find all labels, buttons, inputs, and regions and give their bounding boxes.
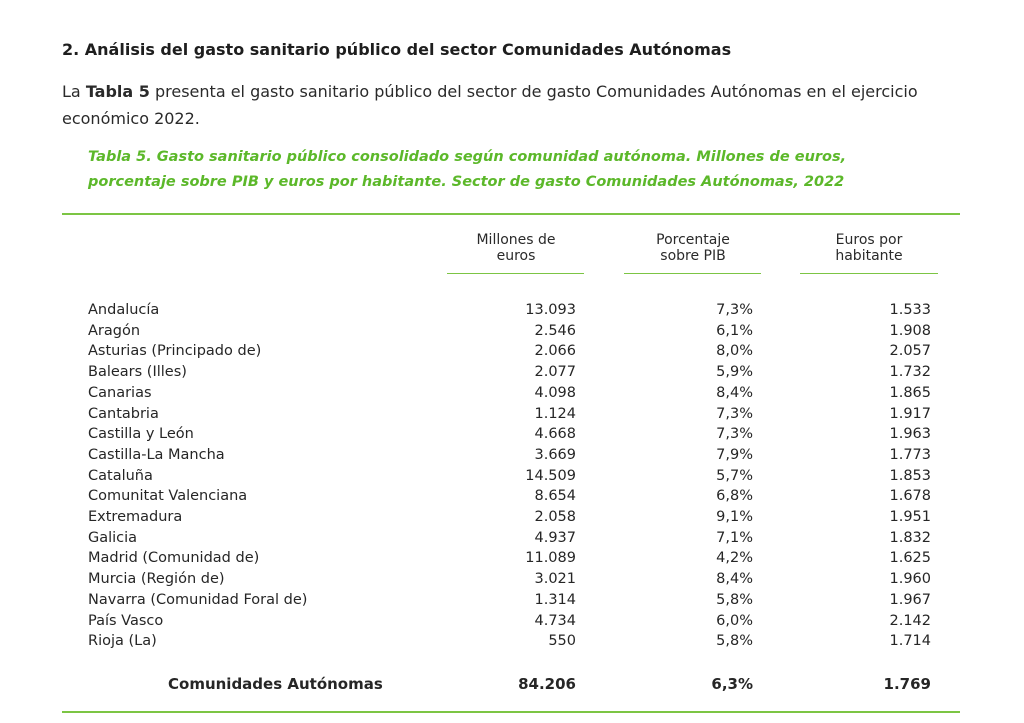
porcentaje-pib-value: 8,4%: [716, 384, 753, 401]
millones-euros-value: 8.654: [534, 488, 576, 505]
table-row: [0, 341, 1024, 362]
millones-euros-value: 1.314: [534, 591, 576, 608]
porcentaje-pib-value: 5,8%: [716, 591, 753, 608]
porcentaje-pib-value: 6,1%: [716, 322, 753, 339]
table-total-row: [0, 674, 1024, 695]
euros-habitante-value: 1.960: [889, 571, 931, 588]
table-row: [0, 404, 1024, 425]
porcentaje-pib-value: 8,0%: [716, 343, 753, 360]
column-header-line: euros: [496, 248, 536, 264]
region-name: Asturias (Principado de): [88, 343, 262, 360]
euros-habitante-value: 1.732: [889, 364, 931, 381]
millones-euros-value: 13.093: [525, 302, 576, 318]
region-name: Navarra (Comunidad Foral de): [88, 591, 308, 608]
porcentaje-pib-value: 5,9%: [716, 364, 753, 381]
region-name: Comunitat Valenciana: [88, 488, 248, 505]
table-row: [0, 507, 1024, 528]
column-header-line: Euros por: [835, 232, 903, 248]
region-name: Andalucía: [88, 302, 160, 318]
region-name: Galicia: [88, 529, 138, 546]
intro-table-ref: Tabla 5: [85, 82, 150, 101]
intro-prefix: La: [62, 82, 86, 101]
region-name: Balears (Illes): [88, 364, 187, 381]
millones-euros-value: 4.937: [534, 529, 576, 546]
caption-line-1: Tabla 5. Gasto sanitario público consolidado según comunidad autónoma. Millones de euros,: [88, 149, 847, 165]
porcentaje-pib-value: 5,7%: [716, 467, 753, 484]
region-name: Castilla y León: [88, 426, 194, 443]
table-row: [0, 466, 1024, 487]
euros-habitante-value: 1.908: [889, 322, 931, 339]
table-row: [0, 383, 1024, 404]
millones-euros-value: 4.668: [534, 426, 576, 443]
euros-habitante-value: 1.832: [889, 529, 931, 546]
column-underline: [800, 273, 938, 274]
euros-habitante-value: 1.917: [889, 405, 931, 422]
porcentaje-pib-value: 8,4%: [716, 571, 753, 588]
region-name: Extremadura: [88, 509, 183, 525]
porcentaje-pib-value: 6,8%: [716, 488, 753, 505]
table-row: [0, 300, 1024, 321]
total-pct-pib: 6,3%: [711, 675, 753, 693]
total-millones: 84.206: [518, 675, 576, 693]
euros-habitante-value: 2.057: [889, 343, 931, 360]
table-caption: [88, 145, 968, 195]
region-name: Castilla-La Mancha: [88, 446, 225, 463]
porcentaje-pib-value: 9,1%: [716, 509, 753, 525]
millones-euros-value: 2.077: [534, 364, 576, 381]
millones-euros-value: 1.124: [534, 405, 576, 422]
table-top-rule: [62, 213, 960, 215]
millones-euros-value: 550: [548, 633, 576, 650]
region-name: Cantabria: [88, 405, 159, 422]
column-header-porcentaje: [618, 232, 768, 264]
caption-line-2: porcentaje sobre PIB y euros por habitante. Sector de gasto Comunidades Autónomas, 2022: [88, 174, 845, 190]
euros-habitante-value: 1.714: [889, 633, 931, 650]
millones-euros-value: 3.021: [534, 571, 576, 588]
millones-euros-value: 2.066: [534, 343, 576, 360]
porcentaje-pib-value: 4,2%: [716, 550, 753, 567]
millones-euros-value: 11.089: [525, 550, 576, 567]
porcentaje-pib-value: 5,8%: [716, 633, 753, 650]
region-name: Aragón: [88, 322, 141, 339]
porcentaje-pib-value: 7,3%: [716, 302, 753, 318]
porcentaje-pib-value: 7,3%: [716, 405, 753, 422]
millones-euros-value: 4.098: [534, 384, 576, 401]
porcentaje-pib-value: 7,1%: [716, 529, 753, 546]
column-header-euros: [794, 232, 944, 264]
table-row: [0, 548, 1024, 569]
total-euros-hab: 1.769: [883, 675, 931, 693]
euros-habitante-value: 1.853: [889, 467, 931, 484]
table-row: [0, 590, 1024, 611]
euros-habitante-value: 2.142: [889, 612, 931, 629]
column-header-line: Porcentaje: [656, 232, 730, 248]
table-row: [0, 631, 1024, 652]
millones-euros-value: 2.058: [534, 509, 576, 525]
millones-euros-value: 14.509: [525, 467, 576, 484]
column-header-millones: [441, 232, 591, 264]
porcentaje-pib-value: 7,3%: [716, 426, 753, 443]
millones-euros-value: 2.546: [534, 322, 576, 339]
total-name: Comunidades Autónomas: [168, 675, 383, 693]
euros-habitante-value: 1.678: [889, 488, 931, 505]
region-name: Canarias: [88, 384, 152, 401]
region-name: País Vasco: [88, 612, 164, 629]
euros-habitante-value: 1.625: [889, 550, 931, 567]
euros-habitante-value: 1.951: [889, 509, 931, 525]
section-heading: 2. Análisis del gasto sanitario público del sector Comunidades Autónomas: [62, 40, 732, 59]
table-row: [0, 528, 1024, 549]
column-underline: [624, 273, 761, 274]
region-name: Rioja (La): [88, 633, 157, 650]
table-row: [0, 611, 1024, 632]
millones-euros-value: 3.669: [534, 446, 576, 463]
table-row: [0, 445, 1024, 466]
millones-euros-value: 4.734: [534, 612, 576, 629]
column-header-line: Millones de: [476, 232, 556, 248]
table-row: [0, 321, 1024, 342]
porcentaje-pib-value: 6,0%: [716, 612, 753, 629]
table-row: [0, 569, 1024, 590]
euros-habitante-value: 1.865: [889, 384, 931, 401]
table-row: [0, 424, 1024, 445]
column-header-line: sobre PIB: [660, 248, 726, 264]
table-row: [0, 486, 1024, 507]
intro-paragraph: [62, 78, 962, 132]
region-name: Madrid (Comunidad de): [88, 550, 260, 567]
region-name: Murcia (Región de): [88, 571, 225, 588]
column-header-line: habitante: [835, 248, 903, 264]
euros-habitante-value: 1.963: [889, 426, 931, 443]
euros-habitante-value: 1.533: [889, 302, 931, 318]
intro-rest: presenta el gasto sanitario público del sector de gasto Comunidades Autónomas en el ejercicio económico 2022.: [62, 82, 918, 128]
euros-habitante-value: 1.773: [889, 446, 931, 463]
table-bottom-rule: [62, 711, 960, 713]
euros-habitante-value: 1.967: [889, 591, 931, 608]
porcentaje-pib-value: 7,9%: [716, 446, 753, 463]
table-row: [0, 362, 1024, 383]
column-underline: [447, 273, 584, 274]
region-name: Cataluña: [88, 467, 153, 484]
